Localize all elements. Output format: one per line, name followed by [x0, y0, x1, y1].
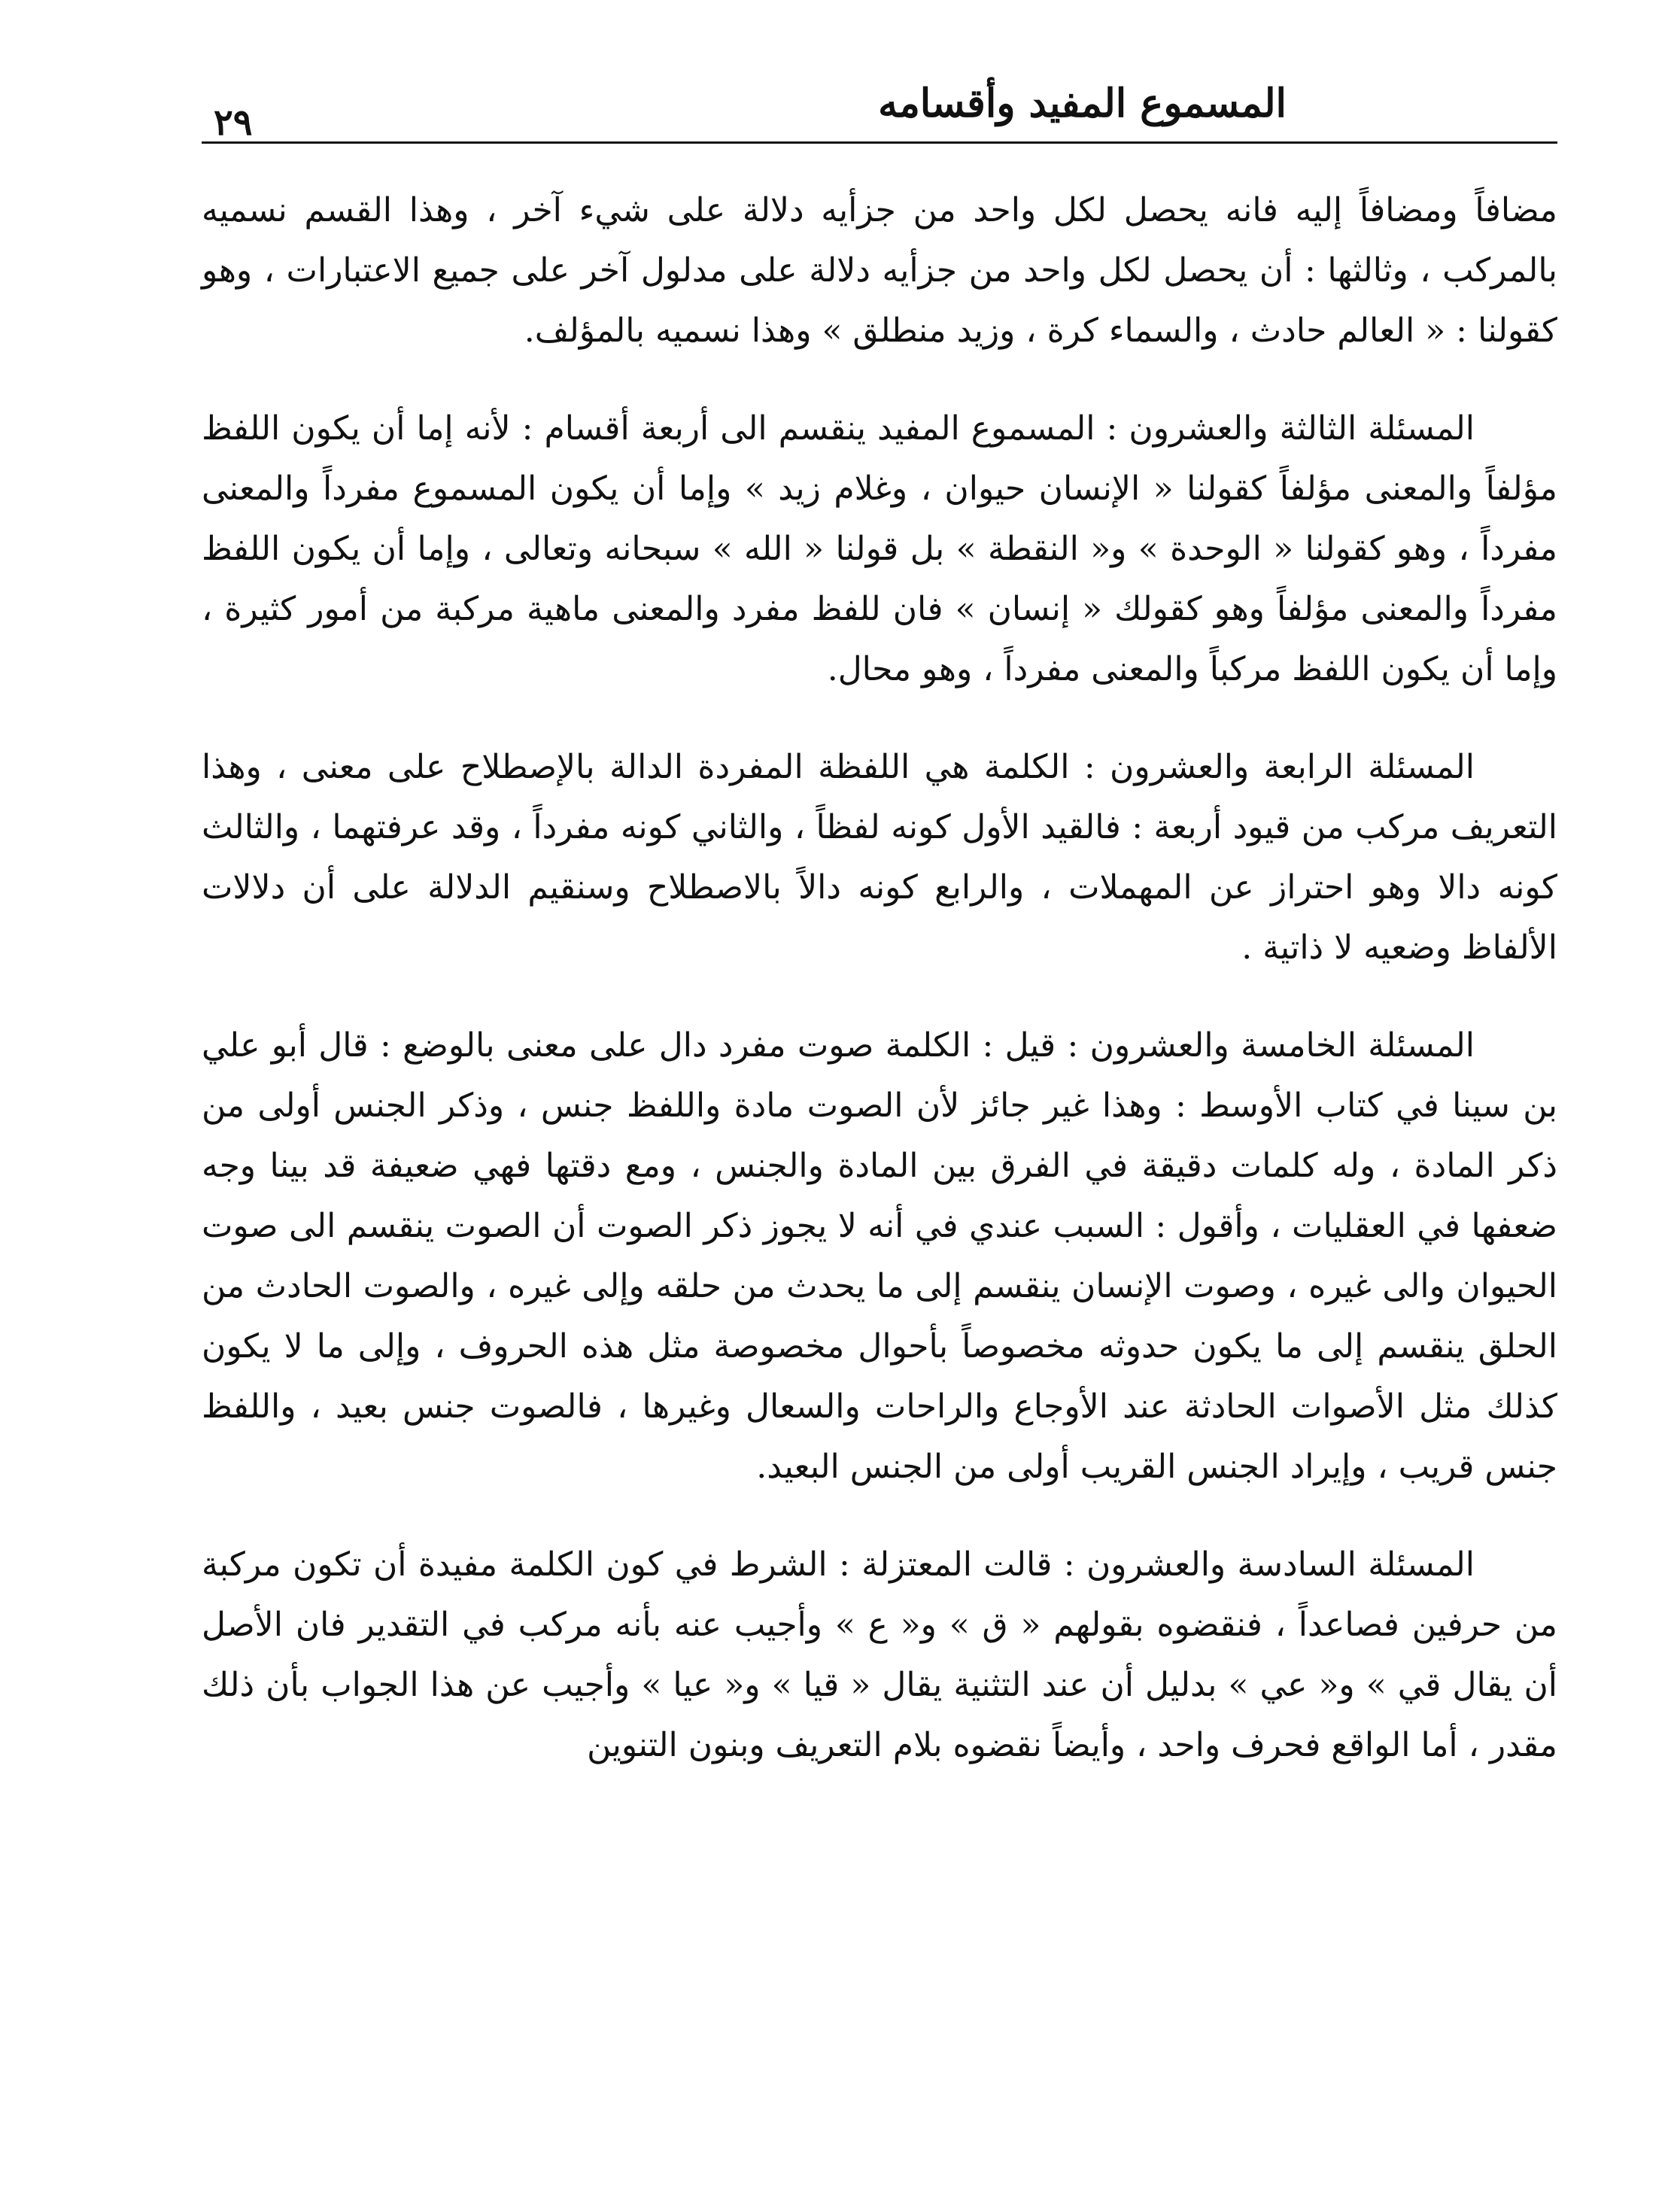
running-header-title: المسموع المفيد وأقسامه	[878, 81, 1287, 126]
page-number: ٢٩	[214, 102, 253, 144]
paragraph-issue-26: المسئلة السادسة والعشرون : قالت المعتزلة : الشرط في كون الكلمة مفيدة أن تكون مركبة من حرفين فصاعداً ، فنقضوه بقولهم « ق » و« ع » وأجيب عنه بأنه مركب في التقدير فان الأصل أن يقال قي » و« عي » بدليل أن عند التثنية يقال « قيا » و« عيا » وأجيب عن هذا الجواب بأن ذلك مقدر ، أما الواقع فحرف واحد ، وأيضاً نقضوه بلام التعريف وبنون التنوين	[202, 1545, 1557, 1764]
paragraph-issue-23: المسئلة الثالثة والعشرون : المسموع المفيد ينقسم الى أربعة أقسام : لأنه إما أن يكون اللفظ مؤلفاً والمعنى مؤلفاً كقولنا « الإنسان حيوان ، وغلام زيد » وإما أن يكون المسموع مفرداً والمعنى مفرداً ، وهو كقولنا « الوحدة » و« النقطة » بل قولنا « الله » سبحانه وتعالى ، وإما أن يكون اللفظ مفرداً والمعنى مؤلفاً وهو كقولك « إنسان » فان للفظ مفرد والمعنى ماهية مركبة من أمور كثيرة ، وإما أن يكون اللفظ مركباً والمعنى مفرداً ، وهو محال.	[202, 409, 1557, 688]
body-text	[202, 181, 1557, 1813]
paragraph-issue-24: المسئلة الرابعة والعشرون : الكلمة هي اللفظة المفردة الدالة بالإصطلاح على معنى ، وهذا التعريف مركب من قيود أربعة : فالقيد الأول كونه لفظاً ، والثاني كونه مفرداً ، وقد عرفتهما ، والثالث كونه دالا وهو احتراز عن المهملات ، والرابع كونه دالاً بالاصطلاح وسنقيم الدلالة على أن دلالات الألفاظ وضعيه لا ذاتية .	[202, 748, 1557, 967]
header-rule	[202, 141, 1557, 144]
running-header	[202, 79, 1557, 144]
paragraph-issue-25: المسئلة الخامسة والعشرون : قيل : الكلمة صوت مفرد دال على معنى بالوضع : قال أبو علي بن سينا في كتاب الأوسط : وهذا غير جائز لأن الصوت مادة واللفظ جنس ، وذكر الجنس أولى من ذكر المادة ، وله كلمات دقيقة في الفرق بين المادة والجنس ، ومع دقتها فهي ضعيفة قد بينا وجه ضعفها في العقليات ، وأقول : السبب عندي في أنه لا يجوز ذكر الصوت أن الصوت ينقسم الى صوت الحيوان والى غيره ، وصوت الإنسان ينقسم إلى ما يحدث من حلقه وإلى غيره ، والصوت الحادث من الحلق ينقسم إلى ما يكون حدوثه مخصوصاً بأحوال مخصوصة مثل هذه الحروف ، وإلى ما لا يكون كذلك مثل الأصوات الحادثة عند الأوجاع والراحات والسعال وغيرها ، فالصوت جنس بعيد ، واللفظ جنس قريب ، وإيراد الجنس القريب أولى من الجنس البعيد.	[202, 1026, 1557, 1486]
paragraph-continuation: مضافاً ومضافاً إليه فانه يحصل لكل واحد من جزأيه دلالة على شيء آخر ، وهذا القسم نسميه بالمركب ، وثالثها : أن يحصل لكل واحد من جزأيه دلالة على مدلول آخر على جميع الاعتبارات ، وهو كقولنا : « العالم حادث ، والسماء كرة ، وزيد منطلق » وهذا نسميه بالمؤلف.	[202, 191, 1557, 350]
